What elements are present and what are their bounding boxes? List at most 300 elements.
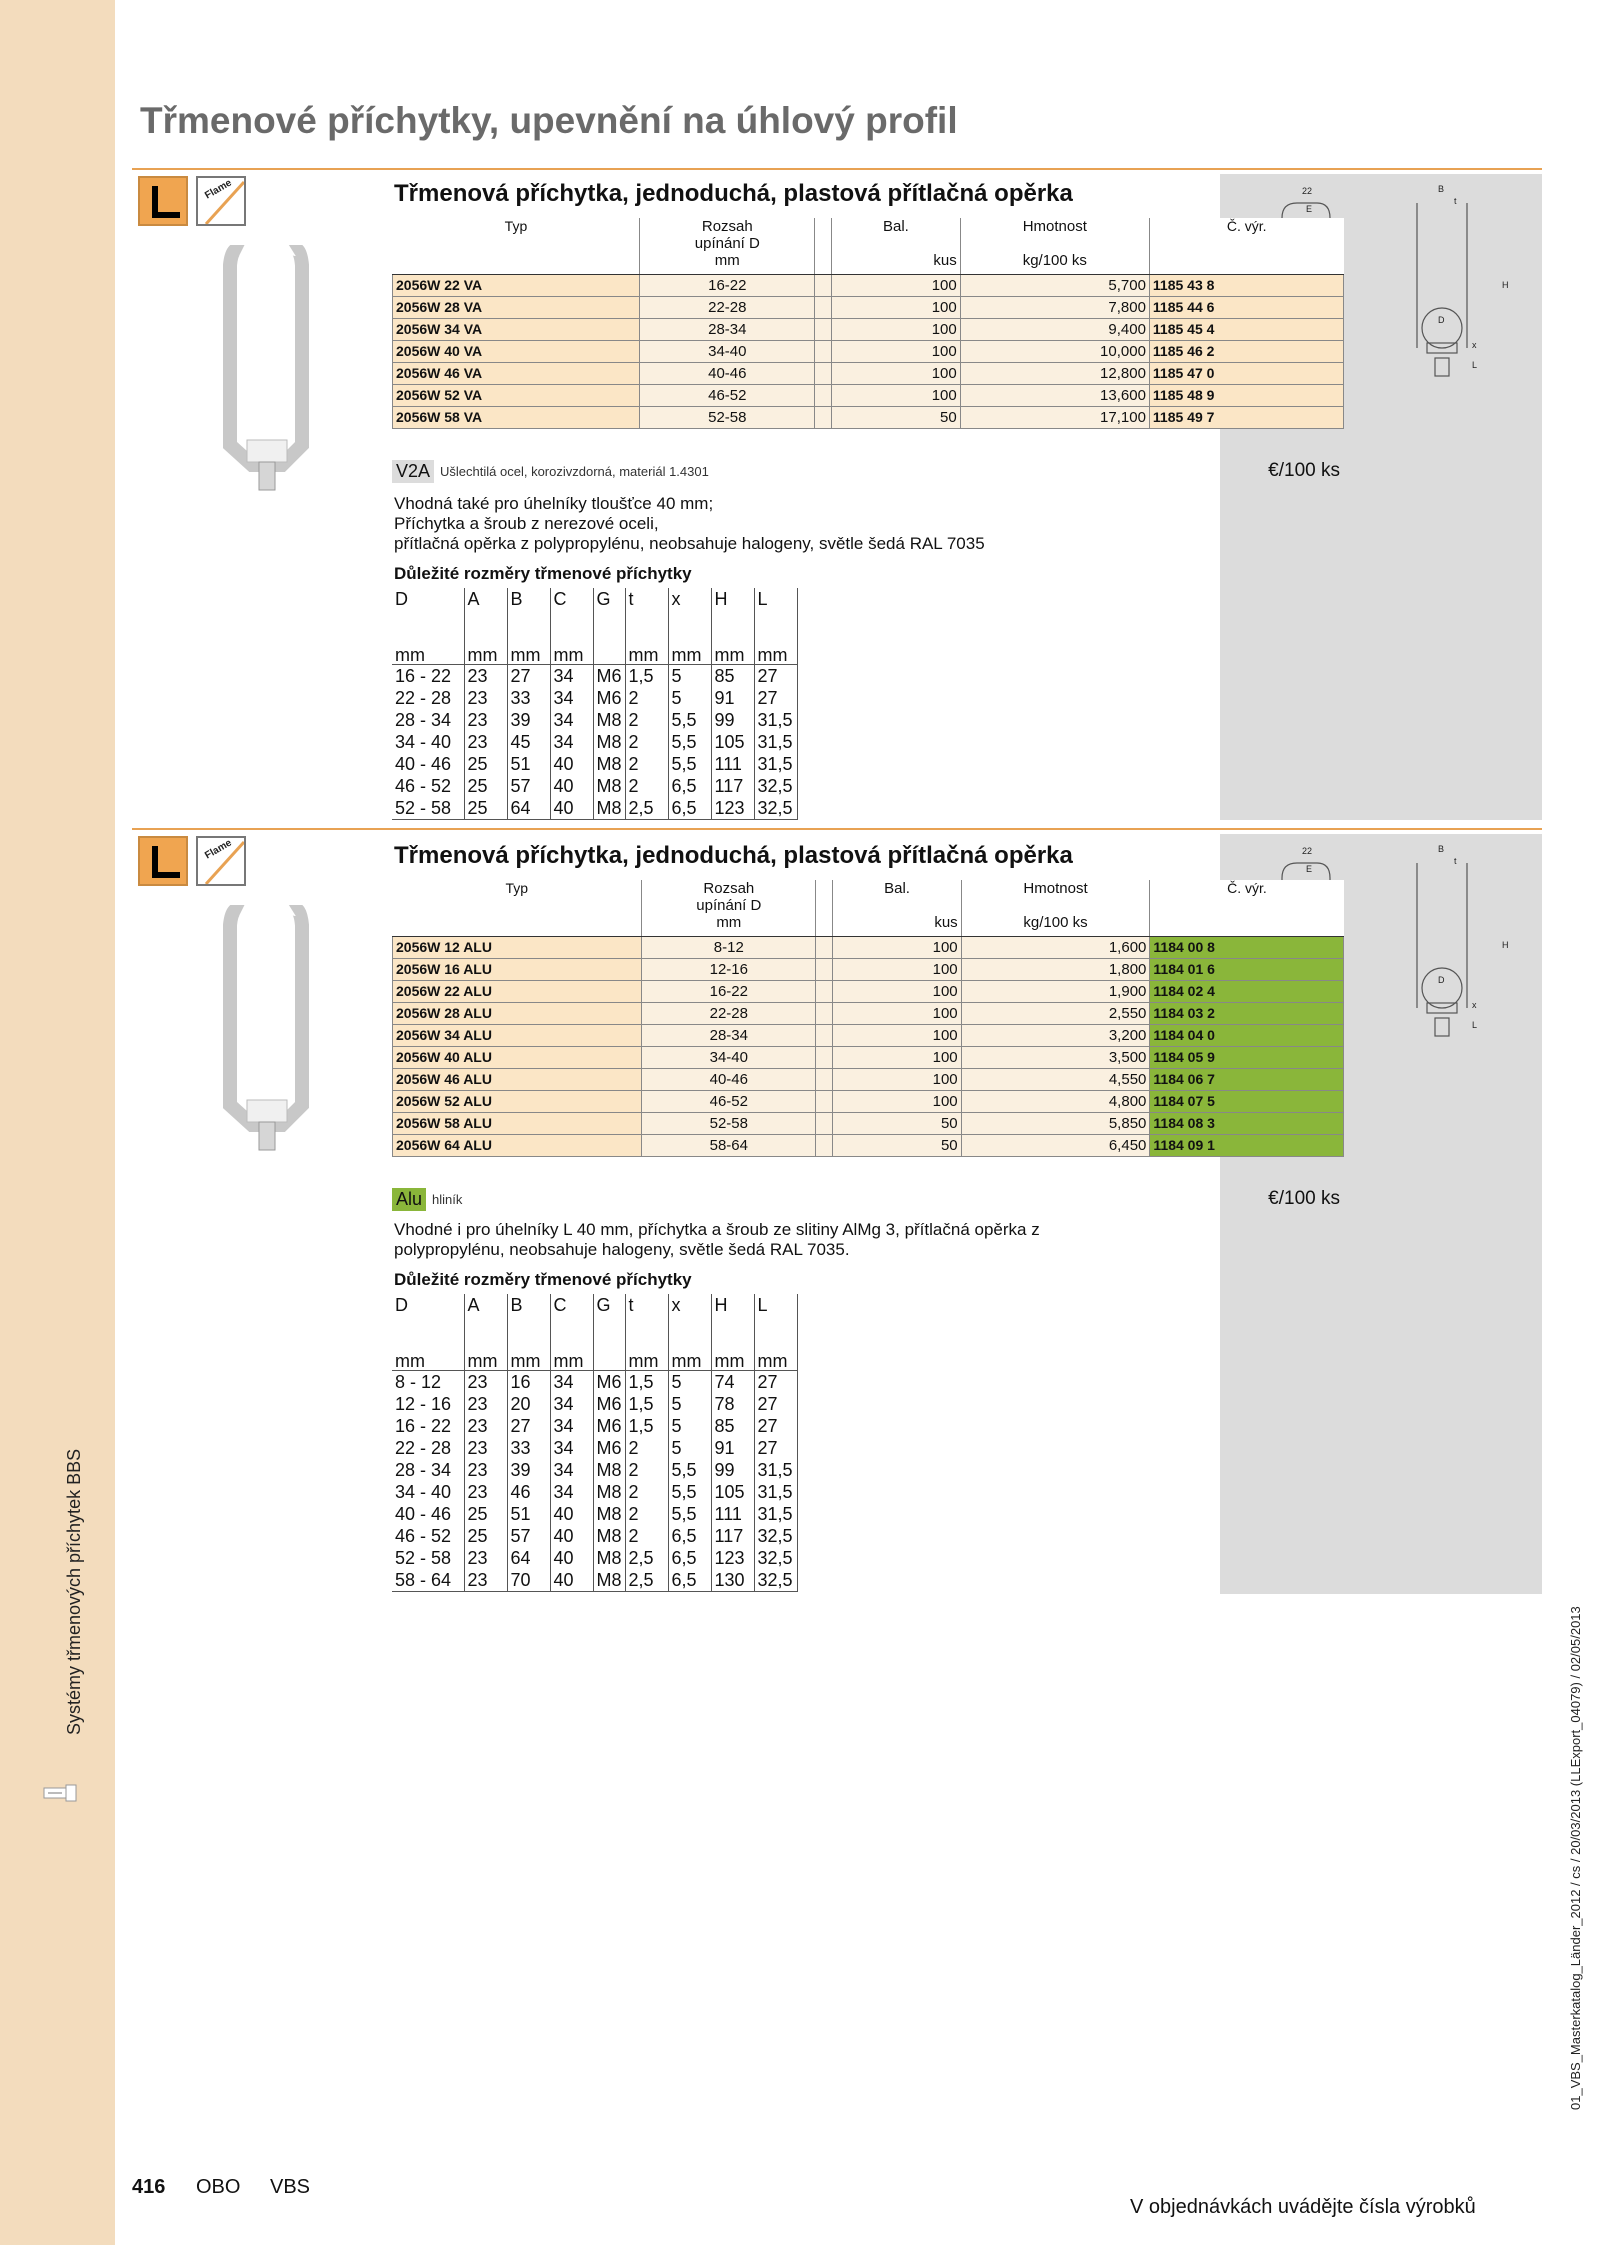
dim-value: 28 - 34 xyxy=(395,710,452,730)
dim-value: 32,5 xyxy=(754,1569,797,1592)
dim-value: 34 xyxy=(550,731,593,753)
dim-unit: mm xyxy=(550,646,593,665)
material-row xyxy=(392,460,709,483)
article-number: 1185 46 2 xyxy=(1149,340,1343,362)
header-hmotnost: Hmotnost xyxy=(961,880,1150,914)
dim-value: 5 xyxy=(668,1371,711,1394)
dim-value: 32,5 xyxy=(754,775,797,797)
clamping-range: 34-40 xyxy=(642,1046,816,1068)
package-qty: 100 xyxy=(833,1002,961,1024)
package-qty: 100 xyxy=(833,980,961,1002)
footer-section: VBS xyxy=(270,2176,311,2198)
dim-header: D xyxy=(395,589,408,609)
product-type: 2056W 40 ALU xyxy=(393,1046,642,1068)
table-row xyxy=(393,384,1344,406)
dim-header: G xyxy=(593,1294,625,1352)
dim-value: 91 xyxy=(711,1437,754,1459)
dim-value: 23 xyxy=(464,1481,507,1503)
dim-header: A xyxy=(464,588,507,646)
dim-value: 1,5 xyxy=(625,665,668,688)
dim-value: 1,5 xyxy=(625,1415,668,1437)
header-typ: Typ xyxy=(393,218,640,252)
dimensions-table xyxy=(392,588,798,820)
dim-value: 2 xyxy=(625,1437,668,1459)
dimensions-title: Důležité rozměry třmenové příchytky xyxy=(394,1270,692,1289)
dim-value: 28 - 34 xyxy=(395,1460,452,1480)
clamping-range: 16-22 xyxy=(642,980,816,1002)
dim-value: 46 - 52 xyxy=(395,1526,452,1546)
dim-unit: mm xyxy=(507,646,550,665)
product-type: 2056W 46 ALU xyxy=(393,1068,642,1090)
dim-value: 5,5 xyxy=(668,709,711,731)
dim-value: 31,5 xyxy=(754,753,797,775)
dim-value: 5 xyxy=(668,1415,711,1437)
dim-row xyxy=(392,1437,797,1459)
dim-unit: mm xyxy=(711,646,754,665)
package-qty: 100 xyxy=(833,1024,961,1046)
dim-value: 25 xyxy=(464,753,507,775)
product-type: 2056W 40 VA xyxy=(393,340,640,362)
table-row xyxy=(393,274,1344,296)
sidebar-chapter-label: Systémy třmenových příchytek BBS xyxy=(64,1448,84,1735)
unit-bal: kus xyxy=(833,914,961,936)
dim-value: M6 xyxy=(593,665,625,688)
package-qty: 50 xyxy=(833,1112,961,1134)
clamping-range: 22-28 xyxy=(642,1002,816,1024)
dim-value: 2 xyxy=(625,687,668,709)
table-row xyxy=(393,406,1344,428)
package-qty: 100 xyxy=(833,1090,961,1112)
dim-label: E xyxy=(1306,864,1313,874)
dim-value: 34 xyxy=(550,1393,593,1415)
package-qty: 100 xyxy=(832,274,961,296)
product-section-alu xyxy=(132,830,1542,1600)
dim-header: H xyxy=(711,1294,754,1352)
product-table xyxy=(392,880,1344,1157)
table-row xyxy=(393,980,1344,1002)
dim-row xyxy=(392,753,797,775)
section-title: Třmenová příchytka, jednoduchá, plastová přítlačná opěrka xyxy=(394,842,1073,869)
clamp-product-image xyxy=(202,905,332,1155)
dim-value: 27 xyxy=(507,665,550,688)
dim-value: 27 xyxy=(754,1371,797,1394)
dim-unit: mm xyxy=(754,1352,797,1371)
dim-value: 40 - 46 xyxy=(395,1504,452,1524)
dim-value: M8 xyxy=(593,1503,625,1525)
dim-value: 105 xyxy=(711,731,754,753)
dim-label: H xyxy=(1502,940,1509,950)
dim-value: 85 xyxy=(711,1415,754,1437)
table-row xyxy=(393,1002,1344,1024)
table-row xyxy=(393,296,1344,318)
dim-label: t xyxy=(1454,196,1457,206)
weight: 4,800 xyxy=(961,1090,1150,1112)
dim-row xyxy=(392,687,797,709)
weight: 2,550 xyxy=(961,1002,1150,1024)
table-row xyxy=(393,362,1344,384)
dim-unit: mm xyxy=(550,1352,593,1371)
dim-value: 27 xyxy=(754,687,797,709)
article-number: 1184 08 3 xyxy=(1150,1112,1344,1134)
dim-row xyxy=(392,1393,797,1415)
dim-row xyxy=(392,1525,797,1547)
dim-value: 2 xyxy=(625,709,668,731)
dim-value: 22 - 28 xyxy=(395,688,452,708)
article-number: 1185 44 6 xyxy=(1149,296,1343,318)
dim-value: 12 - 16 xyxy=(395,1394,452,1414)
dim-value: 34 xyxy=(550,1415,593,1437)
dim-value: 85 xyxy=(711,665,754,688)
category-icons xyxy=(138,176,252,226)
dim-label: D xyxy=(1438,975,1445,985)
dim-value: 16 - 22 xyxy=(395,1416,452,1436)
dim-value: 34 xyxy=(550,1481,593,1503)
article-number: 1185 49 7 xyxy=(1149,406,1343,428)
product-table xyxy=(392,218,1344,429)
dim-row xyxy=(392,1547,797,1569)
dim-label: L xyxy=(1472,1020,1478,1030)
header-range: Rozsah upínání D xyxy=(640,218,815,252)
dim-value: 34 xyxy=(550,709,593,731)
page-number: 416 xyxy=(132,2176,166,2198)
dim-value: 2 xyxy=(625,731,668,753)
package-qty: 50 xyxy=(832,406,961,428)
dim-value: 111 xyxy=(711,1503,754,1525)
dim-label: B xyxy=(1438,844,1445,854)
dim-unit xyxy=(593,646,625,665)
dim-value: 23 xyxy=(464,687,507,709)
clamping-range: 12-16 xyxy=(642,958,816,980)
dim-value: 2 xyxy=(625,1459,668,1481)
dim-value: 5,5 xyxy=(668,1459,711,1481)
dim-value: M6 xyxy=(593,687,625,709)
dim-value: M8 xyxy=(593,775,625,797)
dim-value: 1,5 xyxy=(625,1393,668,1415)
article-number: 1185 47 0 xyxy=(1149,362,1343,384)
package-qty: 100 xyxy=(832,296,961,318)
dim-label: D xyxy=(1438,315,1445,325)
dim-value: 2,5 xyxy=(625,1569,668,1592)
dim-value: 23 xyxy=(464,1569,507,1592)
dim-value: 34 - 40 xyxy=(395,732,452,752)
dim-header: t xyxy=(625,1294,668,1352)
dim-value: M8 xyxy=(593,709,625,731)
dim-value: 40 xyxy=(550,775,593,797)
dim-value: M6 xyxy=(593,1437,625,1459)
dim-unit: mm xyxy=(464,1352,507,1371)
dim-unit: mm xyxy=(711,1352,754,1371)
dim-value: 27 xyxy=(754,1437,797,1459)
dim-value: 39 xyxy=(507,1459,550,1481)
dim-value: 40 xyxy=(550,1503,593,1525)
dim-row xyxy=(392,1371,797,1394)
product-type: 2056W 52 ALU xyxy=(393,1090,642,1112)
dim-value: 31,5 xyxy=(754,1459,797,1481)
article-number: 1185 45 4 xyxy=(1149,318,1343,340)
dim-row xyxy=(392,665,797,688)
dim-row xyxy=(392,1503,797,1525)
dim-label: 22 xyxy=(1302,846,1313,856)
dim-label: x xyxy=(1472,340,1477,350)
product-description: Vhodná také pro úhelníky tloušťce 40 mm; Příchytka a šroub z nerezové oceli, přítlačná opěrka z polypropylénu, neobsahuje halogeny, světle šedá RAL 7035 xyxy=(394,494,985,553)
dim-header: x xyxy=(668,588,711,646)
product-type: 2056W 34 VA xyxy=(393,318,640,340)
dim-value: 117 xyxy=(711,1525,754,1547)
halogen-free-icon xyxy=(196,836,246,886)
dim-unit: mm xyxy=(392,1352,464,1371)
material-badge: Alu xyxy=(392,1188,426,1211)
dim-header: t xyxy=(625,588,668,646)
dim-value: 2 xyxy=(625,775,668,797)
dim-value: 34 xyxy=(550,1459,593,1481)
dim-value: 27 xyxy=(754,1415,797,1437)
dim-value: 25 xyxy=(464,1503,507,1525)
product-type: 2056W 12 ALU xyxy=(393,936,642,958)
product-type: 2056W 34 ALU xyxy=(393,1024,642,1046)
dim-value: 123 xyxy=(711,1547,754,1569)
dim-value: 23 xyxy=(464,731,507,753)
dim-value: 51 xyxy=(507,1503,550,1525)
dim-value: 23 xyxy=(464,1547,507,1569)
dim-value: 57 xyxy=(507,1525,550,1547)
unit-range: mm xyxy=(642,914,816,936)
product-type: 2056W 16 ALU xyxy=(393,958,642,980)
weight: 10,000 xyxy=(960,340,1149,362)
package-qty: 100 xyxy=(833,1068,961,1090)
package-qty: 100 xyxy=(832,362,961,384)
dim-value: 99 xyxy=(711,709,754,731)
clamp-product-image xyxy=(202,245,332,495)
dim-value: 2 xyxy=(625,1525,668,1547)
clamping-range: 28-34 xyxy=(642,1024,816,1046)
dim-value: M8 xyxy=(593,731,625,753)
dim-value: M8 xyxy=(593,1525,625,1547)
dim-value: 52 - 58 xyxy=(392,797,464,820)
document-code: 01_VBS_Masterkatalog_Länder_2012 / cs / 20/03/2013 (LLExport_04079) / 02/05/2013 xyxy=(1568,1606,1583,2110)
weight: 6,450 xyxy=(961,1134,1150,1156)
dim-value: 25 xyxy=(464,775,507,797)
dim-value: 23 xyxy=(464,709,507,731)
weight: 1,600 xyxy=(961,936,1150,958)
dim-value: 117 xyxy=(711,775,754,797)
flame-label: Flame xyxy=(203,837,234,862)
header-cv: Č. výr. xyxy=(1150,880,1344,914)
package-qty: 100 xyxy=(833,958,961,980)
dim-value: 78 xyxy=(711,1393,754,1415)
dim-value: 40 xyxy=(550,1547,593,1569)
dim-value: 46 - 52 xyxy=(395,776,452,796)
clamping-range: 16-22 xyxy=(640,274,815,296)
material-desc: Ušlechtilá ocel, korozivzdorná, materiál 1.4301 xyxy=(440,464,709,479)
product-type: 2056W 58 ALU xyxy=(393,1112,642,1134)
product-description: Vhodné i pro úhelníky L 40 mm, příchytka a šroub ze slitiny AlMg 3, přítlačná opěrka z polypropylénu, neobsahuje halogeny, světle šedá RAL 7035. xyxy=(394,1220,1040,1259)
dim-value: 6,5 xyxy=(668,1525,711,1547)
clamping-range: 8-12 xyxy=(642,936,816,958)
product-type: 2056W 28 VA xyxy=(393,296,640,318)
product-type: 2056W 58 VA xyxy=(393,406,640,428)
package-qty: 100 xyxy=(833,1046,961,1068)
dim-value: 31,5 xyxy=(754,709,797,731)
dim-value: 33 xyxy=(507,1437,550,1459)
article-number: 1184 09 1 xyxy=(1150,1134,1344,1156)
dim-value: 6,5 xyxy=(668,797,711,820)
product-section-va xyxy=(132,170,1542,820)
dim-row xyxy=(392,1415,797,1437)
dim-value: 5,5 xyxy=(668,1503,711,1525)
section-title: Třmenová příchytka, jednoduchá, plastová přítlačná opěrka xyxy=(394,180,1073,207)
dim-value: 20 xyxy=(507,1393,550,1415)
clamping-range: 40-46 xyxy=(640,362,815,384)
dimensions-table xyxy=(392,1294,798,1592)
dim-value: 34 xyxy=(550,687,593,709)
header-bal: Bal. xyxy=(833,880,961,914)
dim-value: 34 - 40 xyxy=(395,1482,452,1502)
header-bal: Bal. xyxy=(832,218,961,252)
dim-value: 23 xyxy=(464,1415,507,1437)
dim-value: 40 - 46 xyxy=(395,754,452,774)
dim-value: 23 xyxy=(464,665,507,688)
dim-value: 2,5 xyxy=(625,797,668,820)
dim-value: 23 xyxy=(464,1459,507,1481)
dim-unit: mm xyxy=(464,646,507,665)
table-row xyxy=(393,1134,1344,1156)
dim-value: M8 xyxy=(593,1569,625,1592)
dim-value: 27 xyxy=(507,1415,550,1437)
dim-header: A xyxy=(464,1294,507,1352)
dim-unit: mm xyxy=(754,646,797,665)
unit-hm: kg/100 ks xyxy=(960,252,1149,274)
clamping-range: 52-58 xyxy=(642,1112,816,1134)
dim-value: 27 xyxy=(754,1393,797,1415)
dim-header: C xyxy=(550,1294,593,1352)
header-cv: Č. výr. xyxy=(1149,218,1343,252)
unit-bal: kus xyxy=(832,252,961,274)
dim-value: 6,5 xyxy=(668,1569,711,1592)
dim-value: 32,5 xyxy=(754,1525,797,1547)
dim-value: M8 xyxy=(593,797,625,820)
price-unit: €/100 ks xyxy=(1268,460,1340,481)
dim-value: 46 xyxy=(507,1481,550,1503)
flame-label: Flame xyxy=(203,177,234,202)
dimensions-title: Důležité rozměry třmenové příchytky xyxy=(394,564,692,583)
dim-label: H xyxy=(1502,280,1509,290)
dim-unit: mm xyxy=(507,1352,550,1371)
dim-value: 27 xyxy=(754,665,797,688)
dim-value: 130 xyxy=(711,1569,754,1592)
header-hmotnost: Hmotnost xyxy=(960,218,1149,252)
dim-value: 25 xyxy=(464,1525,507,1547)
dim-value: M8 xyxy=(593,1547,625,1569)
dim-value: 40 xyxy=(550,1569,593,1592)
footer-note: V objednávkách uvádějte čísla výrobků xyxy=(1130,2196,1476,2218)
dim-value: 34 xyxy=(550,1437,593,1459)
dim-value: 74 xyxy=(711,1371,754,1394)
header-range: Rozsah upínání D xyxy=(642,880,816,914)
article-number: 1185 48 9 xyxy=(1149,384,1343,406)
dim-value: 39 xyxy=(507,709,550,731)
dim-header: D xyxy=(395,1295,408,1315)
dim-header: C xyxy=(550,588,593,646)
weight: 9,400 xyxy=(960,318,1149,340)
clamping-range: 28-34 xyxy=(640,318,815,340)
article-number: 1184 00 8 xyxy=(1150,936,1344,958)
dim-value: 5 xyxy=(668,687,711,709)
dim-unit xyxy=(593,1352,625,1371)
product-type: 2056W 52 VA xyxy=(393,384,640,406)
weight: 3,500 xyxy=(961,1046,1150,1068)
dim-unit: mm xyxy=(625,646,668,665)
dim-value: 5 xyxy=(668,665,711,688)
weight: 3,200 xyxy=(961,1024,1150,1046)
material-badge: V2A xyxy=(392,460,434,483)
article-number: 1184 06 7 xyxy=(1150,1068,1344,1090)
unit-hm: kg/100 ks xyxy=(961,914,1150,936)
dim-value: 2 xyxy=(625,1481,668,1503)
dim-value: 23 xyxy=(464,1437,507,1459)
dim-header: B xyxy=(507,588,550,646)
dim-value: 6,5 xyxy=(668,1547,711,1569)
dim-value: 5,5 xyxy=(668,731,711,753)
weight: 4,550 xyxy=(961,1068,1150,1090)
product-type: 2056W 28 ALU xyxy=(393,1002,642,1024)
dim-value: 40 xyxy=(550,1525,593,1547)
clamping-range: 58-64 xyxy=(642,1134,816,1156)
dim-value: M6 xyxy=(593,1415,625,1437)
dim-label: E xyxy=(1306,204,1313,214)
material-desc: hliník xyxy=(432,1192,463,1207)
dim-label: B xyxy=(1438,184,1445,194)
package-qty: 100 xyxy=(832,318,961,340)
dim-row xyxy=(392,1459,797,1481)
dim-value: 52 - 58 xyxy=(395,1548,452,1568)
dim-label: L xyxy=(1472,360,1478,370)
product-type: 2056W 64 ALU xyxy=(393,1134,642,1156)
dim-unit: mm xyxy=(668,1352,711,1371)
dim-label: x xyxy=(1472,1000,1477,1010)
weight: 5,700 xyxy=(960,274,1149,296)
article-number: 1184 04 0 xyxy=(1150,1024,1344,1046)
dim-value: 40 xyxy=(550,797,593,820)
article-number: 1185 43 8 xyxy=(1149,274,1343,296)
dim-value: 31,5 xyxy=(754,731,797,753)
table-row xyxy=(393,1046,1344,1068)
article-number: 1184 02 4 xyxy=(1150,980,1344,1002)
dim-value: 32,5 xyxy=(754,797,797,820)
dim-value: 22 - 28 xyxy=(395,1438,452,1458)
package-qty: 50 xyxy=(833,1134,961,1156)
dim-value: 70 xyxy=(507,1569,550,1592)
article-number: 1184 07 5 xyxy=(1150,1090,1344,1112)
clamping-range: 40-46 xyxy=(642,1068,816,1090)
dim-value: 33 xyxy=(507,687,550,709)
weight: 5,850 xyxy=(961,1112,1150,1134)
clamping-range: 52-58 xyxy=(640,406,815,428)
package-qty: 100 xyxy=(832,384,961,406)
dim-value: 25 xyxy=(464,797,507,820)
clamping-range: 22-28 xyxy=(640,296,815,318)
dim-value: 16 xyxy=(507,1371,550,1394)
price-unit: €/100 ks xyxy=(1268,1188,1340,1209)
weight: 1,800 xyxy=(961,958,1150,980)
dim-value: 105 xyxy=(711,1481,754,1503)
angle-profile-icon xyxy=(138,836,188,886)
material-row xyxy=(392,1188,462,1211)
table-row xyxy=(393,340,1344,362)
chapter-logo-icon xyxy=(42,1780,78,1806)
article-number: 1184 05 9 xyxy=(1150,1046,1344,1068)
article-number: 1184 01 6 xyxy=(1150,958,1344,980)
page-title: Třmenové příchytky, upevnění na úhlový profil xyxy=(140,100,958,141)
